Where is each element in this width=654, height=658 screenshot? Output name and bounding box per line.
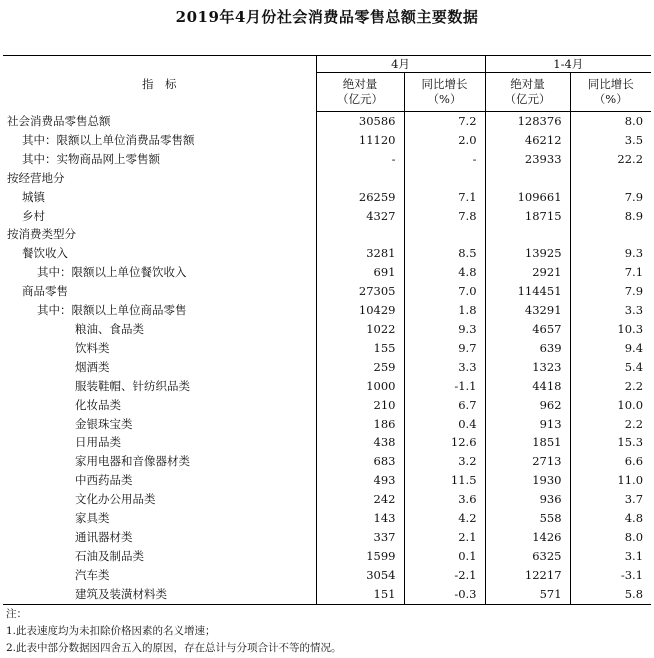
april-growth-cell: 4.8 <box>404 263 485 282</box>
april-abs-cell: 10429 <box>316 301 404 320</box>
row-label: 化妆品类 <box>75 397 121 412</box>
april-abs-cell: 210 <box>316 396 404 415</box>
table-row <box>3 452 651 471</box>
table-body <box>3 112 651 605</box>
table-row <box>3 169 651 188</box>
row-label: 其中：限额以上单位餐饮收入 <box>37 265 187 280</box>
april-abs-cell: 27305 <box>316 282 404 301</box>
table-row <box>3 509 651 528</box>
april-growth-cell: 7.8 <box>404 207 485 226</box>
ytd-abs-cell: 1930 <box>485 471 570 490</box>
table-row <box>3 396 651 415</box>
row-label: 餐饮收入 <box>22 246 68 261</box>
april-abs-header <box>316 73 404 112</box>
april-growth-cell: 3.6 <box>404 490 485 509</box>
april-growth-cell: 3.3 <box>404 358 485 377</box>
april-growth-cell: 0.4 <box>404 415 485 434</box>
april-abs-cell: 242 <box>316 490 404 509</box>
row-label: 日用品类 <box>75 435 121 450</box>
april-abs-cell: 3054 <box>316 566 404 585</box>
ytd-abs-cell: 13925 <box>485 244 570 263</box>
april-growth-cell: -2.1 <box>404 566 485 585</box>
april-growth-cell: 1.8 <box>404 301 485 320</box>
april-growth-cell: 7.0 <box>404 282 485 301</box>
table-row <box>3 490 651 509</box>
april-growth-cell: 9.7 <box>404 339 485 358</box>
april-growth-cell: 2.1 <box>404 528 485 547</box>
april-growth-cell: 6.7 <box>404 396 485 415</box>
ytd-growth-cell: 2.2 <box>570 377 651 396</box>
april-growth-cell: 4.2 <box>404 509 485 528</box>
row-label: 汽车类 <box>75 567 110 582</box>
growth-unit: （%） <box>427 92 462 106</box>
april-abs-cell: 691 <box>316 263 404 282</box>
april-abs-cell: 1000 <box>316 377 404 396</box>
april-growth-cell: 9.3 <box>404 320 485 339</box>
table-row <box>3 301 651 320</box>
april-growth-cell: 12.6 <box>404 433 485 452</box>
ytd-abs-cell: 936 <box>485 490 570 509</box>
row-label: 中西药品类 <box>75 473 133 488</box>
abs-label: 绝对量 <box>510 77 545 91</box>
ytd-abs-cell: 913 <box>485 415 570 434</box>
row-label: 乡村 <box>22 208 45 223</box>
ytd-abs-cell: 2921 <box>485 263 570 282</box>
ytd-growth-cell: 7.9 <box>570 282 651 301</box>
table-row <box>3 415 651 434</box>
ytd-growth-cell: 6.6 <box>570 452 651 471</box>
growth-label: 同比增长 <box>421 77 468 91</box>
row-label: 其中：限额以上单位商品零售 <box>37 303 187 318</box>
row-label: 服装鞋帽、针纺织品类 <box>75 378 190 393</box>
row-label: 石油及制品类 <box>75 548 144 563</box>
table-row <box>3 566 651 585</box>
ytd-abs-cell: 962 <box>485 396 570 415</box>
ytd-growth-cell: 2.2 <box>570 415 651 434</box>
april-growth-cell: 11.5 <box>404 471 485 490</box>
april-abs-cell: 3281 <box>316 244 404 263</box>
april-abs-cell <box>316 169 404 188</box>
abs-unit: （亿元） <box>504 92 551 106</box>
april-growth-cell <box>404 169 485 188</box>
ytd-abs-cell: 6325 <box>485 547 570 566</box>
april-growth-cell: 2.0 <box>404 131 485 150</box>
ytd-growth-cell: -3.1 <box>570 566 651 585</box>
note-2: 2.此表中部分数据因四舍五入的原因，存在总计与分项合计不等的情况。 <box>6 642 342 654</box>
april-abs-cell <box>316 225 404 244</box>
growth-unit: （%） <box>593 92 628 106</box>
ytd-abs-cell: 4418 <box>485 377 570 396</box>
row-label: 建筑及装潢材料类 <box>3 585 316 604</box>
ytd-growth-cell: 5.4 <box>570 358 651 377</box>
row-label: 其中：限额以上单位消费品零售额 <box>22 132 195 147</box>
row-label: 其中：实物商品网上零售额 <box>22 151 160 166</box>
table-row <box>3 188 651 207</box>
table-row <box>3 528 651 547</box>
ytd-abs-cell: 18715 <box>485 207 570 226</box>
ytd-growth-cell: 5.8 <box>570 585 651 604</box>
april-growth-cell: 8.5 <box>404 244 485 263</box>
ytd-growth-cell: 9.4 <box>570 339 651 358</box>
ytd-growth-cell: 8.0 <box>570 112 651 131</box>
table-row <box>3 320 651 339</box>
april-header: 4月 <box>316 56 485 73</box>
table-row <box>3 244 651 263</box>
april-abs-cell: - <box>316 150 404 169</box>
table-row <box>3 358 651 377</box>
april-abs-cell: 1022 <box>316 320 404 339</box>
ytd-abs-cell: 1426 <box>485 528 570 547</box>
row-label: 金银珠宝类 <box>75 416 133 431</box>
table-row <box>3 225 651 244</box>
april-growth-cell: 0.1 <box>404 547 485 566</box>
april-growth-cell: -1.1 <box>404 377 485 396</box>
ytd-growth-cell: 10.3 <box>570 320 651 339</box>
ytd-growth-header <box>570 73 651 112</box>
table-row <box>3 207 651 226</box>
ytd-growth-cell: 3.3 <box>570 301 651 320</box>
ytd-growth-cell: 3.1 <box>570 547 651 566</box>
ytd-abs-cell: 12217 <box>485 566 570 585</box>
table-row <box>3 585 651 604</box>
growth-label: 同比增长 <box>587 77 634 91</box>
april-growth-cell: - <box>404 150 485 169</box>
ytd-abs-cell: 639 <box>485 339 570 358</box>
april-abs-cell: 30586 <box>316 112 404 131</box>
april-abs-cell: 11120 <box>316 131 404 150</box>
abs-label: 绝对量 <box>342 77 378 91</box>
footnotes <box>6 606 342 657</box>
april-abs-cell: 493 <box>316 471 404 490</box>
ytd-abs-cell: 2713 <box>485 452 570 471</box>
table-row <box>3 471 651 490</box>
ytd-growth-cell: 15.3 <box>570 433 651 452</box>
ytd-abs-cell <box>485 225 570 244</box>
notes-label: 注： <box>6 608 27 620</box>
row-label: 城镇 <box>22 189 45 204</box>
row-label: 商品零售 <box>22 284 68 299</box>
row-label: 社会消费品零售总额 <box>7 113 111 128</box>
april-abs-cell: 151 <box>316 585 404 604</box>
row-label: 粮油、食品类 <box>75 321 144 336</box>
ytd-growth-cell <box>570 169 651 188</box>
april-growth-cell <box>404 225 485 244</box>
april-abs-cell: 438 <box>316 433 404 452</box>
row-label: 家具类 <box>75 511 110 526</box>
ytd-growth-cell: 3.5 <box>570 131 651 150</box>
table-row <box>3 112 651 131</box>
ytd-growth-cell: 7.1 <box>570 263 651 282</box>
ytd-abs-header <box>485 73 570 112</box>
table-row <box>3 150 651 169</box>
header-row-period <box>3 56 651 73</box>
ytd-growth-cell: 3.7 <box>570 490 651 509</box>
ytd-abs-cell: 46212 <box>485 131 570 150</box>
ytd-abs-cell: 109661 <box>485 188 570 207</box>
ytd-growth-cell: 4.8 <box>570 509 651 528</box>
ytd-abs-cell: 43291 <box>485 301 570 320</box>
abs-unit: （亿元） <box>337 92 383 106</box>
ytd-growth-cell: 9.3 <box>570 244 651 263</box>
april-abs-cell: 1599 <box>316 547 404 566</box>
row-label: 饮料类 <box>75 340 110 355</box>
ytd-growth-cell: 22.2 <box>570 150 651 169</box>
ytd-growth-cell: 8.9 <box>570 207 651 226</box>
ytd-abs-cell: 128376 <box>485 112 570 131</box>
table-row <box>3 377 651 396</box>
table-title: 2019年4月份社会消费品零售总额主要数据 <box>175 8 479 26</box>
indicator-header: 指 标 <box>3 56 316 112</box>
ytd-abs-cell <box>485 169 570 188</box>
ytd-growth-cell: 8.0 <box>570 528 651 547</box>
april-abs-cell: 337 <box>316 528 404 547</box>
row-label: 按经营地分 <box>7 170 65 185</box>
april-abs-cell: 155 <box>316 339 404 358</box>
april-abs-cell: 683 <box>316 452 404 471</box>
ytd-abs-cell: 558 <box>485 509 570 528</box>
table-row <box>3 263 651 282</box>
april-abs-cell: 186 <box>316 415 404 434</box>
april-growth-cell: -0.3 <box>404 585 485 604</box>
table-row <box>3 282 651 301</box>
april-growth-cell: 7.1 <box>404 188 485 207</box>
row-label: 按消费类型分 <box>7 227 76 242</box>
table-row <box>3 547 651 566</box>
jan-apr-header: 1-4月 <box>485 56 651 73</box>
april-abs-cell: 143 <box>316 509 404 528</box>
ytd-growth-cell <box>570 225 651 244</box>
row-label: 文化办公用品类 <box>75 492 156 507</box>
ytd-growth-cell: 7.9 <box>570 188 651 207</box>
table-row <box>3 339 651 358</box>
ytd-abs-cell: 571 <box>485 585 570 604</box>
april-growth-cell: 3.2 <box>404 452 485 471</box>
ytd-growth-cell: 10.0 <box>570 396 651 415</box>
ytd-abs-cell: 23933 <box>485 150 570 169</box>
row-label: 通讯器材类 <box>75 529 133 544</box>
row-label: 家用电器和音像器材类 <box>75 454 190 469</box>
table-row <box>3 433 651 452</box>
april-growth-header <box>404 73 485 112</box>
april-abs-cell: 26259 <box>316 188 404 207</box>
april-abs-cell: 4327 <box>316 207 404 226</box>
ytd-abs-cell: 4657 <box>485 320 570 339</box>
retail-sales-table <box>3 55 651 605</box>
ytd-growth-cell: 11.0 <box>570 471 651 490</box>
ytd-abs-cell: 1851 <box>485 433 570 452</box>
ytd-abs-cell: 1323 <box>485 358 570 377</box>
row-label: 烟酒类 <box>75 359 110 374</box>
april-growth-cell: 7.2 <box>404 112 485 131</box>
ytd-abs-cell: 114451 <box>485 282 570 301</box>
note-1: 1.此表速度均为未扣除价格因素的名义增速； <box>6 625 216 637</box>
april-abs-cell: 259 <box>316 358 404 377</box>
table-row <box>3 131 651 150</box>
